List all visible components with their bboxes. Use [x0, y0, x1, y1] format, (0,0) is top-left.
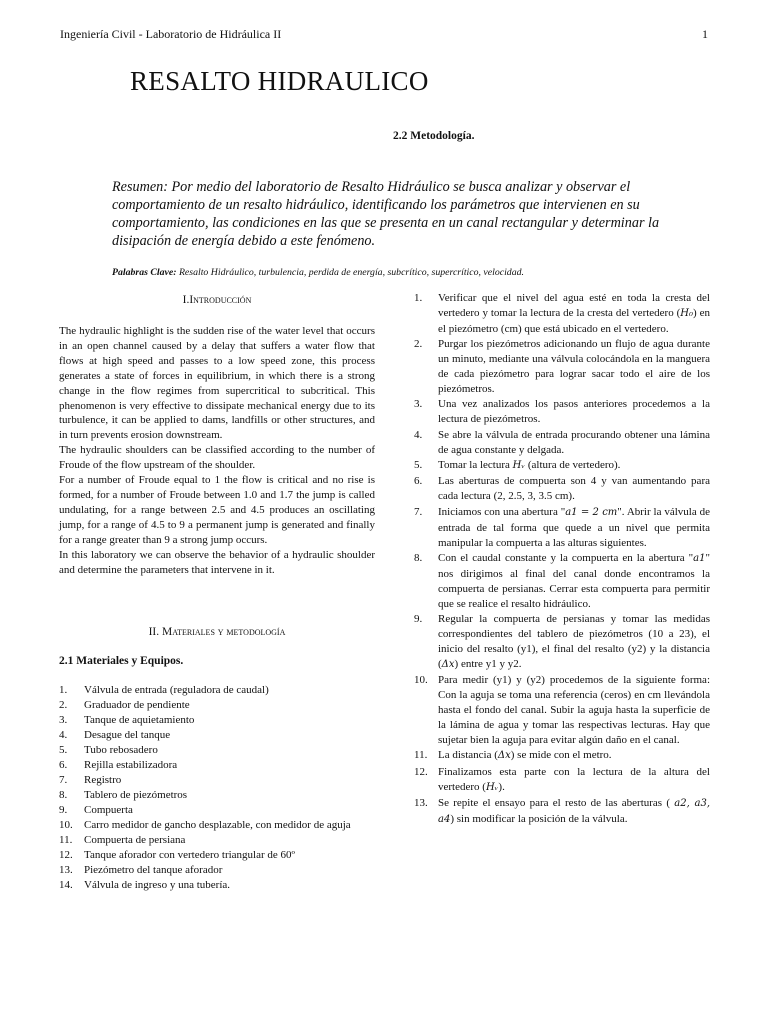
item-text: La distancia (Δx) se mide con el metro.: [438, 749, 612, 762]
methodology-steps: [414, 291, 710, 828]
item-text: Compuerta de persiana: [84, 834, 186, 846]
item-number: 7.: [59, 774, 68, 786]
item-text: Finalizamos esta parte con la lectura de la altura del vertedero (Hᵥ).: [438, 765, 710, 793]
list-item: [414, 337, 710, 397]
math-symbol: a1 = 2 cm: [565, 506, 618, 518]
item-text: Iniciamos con una abertura "a1 = 2 cm". Abrir la válvula de entrada de tal forma que quede a un nivel que permita manipular la compuerta a las alturas siguientes.: [438, 505, 710, 549]
list-item: [414, 458, 710, 474]
math-symbol: Δx: [497, 750, 511, 762]
item-text: Tanque aforador con vertedero triangular de 60º: [84, 849, 295, 861]
list-item: [59, 803, 377, 818]
item-number: 11.: [59, 834, 73, 846]
list-item: [59, 833, 377, 848]
item-text: Purgar los piezómetros adicionando un flujo de agua durante un minuto, mediante una válvula colocándola en la manguera de cada piezómetro para lograr sacar todo el aire de los piezómetros.: [438, 338, 710, 395]
item-text: Piezómetro del tanque aforador: [84, 864, 223, 876]
item-number: 14.: [59, 879, 73, 891]
list-item: [414, 505, 710, 551]
item-number: 2.: [59, 699, 68, 711]
item-number: 2.: [414, 338, 423, 351]
item-text: Tomar la lectura Hᵥ (altura de vertedero).: [438, 458, 621, 471]
page-number: 1: [702, 27, 708, 41]
abstract: Resumen: Por medio del laboratorio de Resalto Hidráulico se busca analizar y observar el comportamiento de un resalto hidráulico, identificando los parámetros que intervienen en su comportamiento, las condiciones en las que se presenta en un canal rectangular y determinar la disipación de energía debido a este fenómeno.: [112, 179, 660, 249]
introduction-body: [59, 324, 375, 577]
item-number: 10.: [59, 819, 73, 831]
item-text: Tubo rebosadero: [84, 744, 158, 756]
item-text: Compuerta: [84, 804, 133, 816]
item-text: Para medir (y1) y (y2) procedemos de la siguiente forma: Con la aguja se toma una referencia (ceros) en cm llevándola hasta el fondo del canal. Subir la aguja hasta la superficie de la lámina de agua y tomar las respectivas lecturas. Hay que sujetar bien la aguja para evitar algún daño en el canal.: [438, 674, 710, 746]
intro-paragraph: In this laboratory we can observe the behavior of a hydraulic shoulder and determine the parameters that intervene in it.: [59, 548, 375, 576]
list-item: [414, 291, 710, 337]
item-number: 4.: [59, 729, 68, 741]
item-number: 6.: [414, 475, 423, 488]
item-text: Válvula de ingreso y una tubería.: [84, 879, 231, 891]
item-text: Se abre la válvula de entrada procurando obtener una lámina de agua constante y delgada.: [438, 428, 710, 456]
item-text: Se repite el ensayo para el resto de las aberturas ( a2, a3, a4) sin modificar la posición de la válvula.: [438, 796, 710, 825]
item-number: 7.: [414, 505, 423, 518]
list-item: [59, 698, 377, 713]
item-text: Rejilla estabilizadora: [84, 759, 178, 771]
list-item: [414, 796, 710, 828]
list-item: [414, 673, 710, 748]
running-header: Ingeniería Civil - Laboratorio de Hidráulica II: [60, 27, 282, 41]
list-item: [59, 773, 377, 788]
item-number: 13.: [414, 796, 428, 809]
list-item: [414, 428, 710, 458]
item-number: 8.: [59, 789, 68, 801]
item-text: Tanque de aquietamiento: [84, 714, 195, 726]
list-item: [59, 848, 377, 863]
item-text: Graduador de pendiente: [84, 699, 190, 711]
item-number: 9.: [414, 613, 423, 626]
list-item: [59, 683, 377, 698]
section-ii-heading: II. Materiales y metodología: [148, 626, 286, 638]
item-text: Desague del tanque: [84, 729, 171, 741]
math-symbol: Hᵥ: [485, 781, 499, 793]
math-symbol: a1: [693, 552, 706, 564]
item-text: Válvula de entrada (reguladora de caudal): [84, 684, 269, 696]
intro-paragraph: The hydraulic shoulders can be classified according to the number of Froude of the flow upstream of the shoulder.: [59, 444, 375, 472]
math-symbol: Hᵥ: [512, 459, 526, 471]
item-text: Una vez analizados los pasos anteriores procedemos a la lectura de piezómetros.: [438, 398, 710, 426]
item-number: 6.: [59, 759, 68, 771]
materials-heading: 2.1 Materiales y Equipos.: [59, 655, 184, 667]
list-item: [59, 818, 377, 833]
item-number: 10.: [414, 674, 428, 687]
item-text: Regular la compuerta de persianas y tomar las medidas correspondientes del tablero de piezómetros (10 a 23), el inicio del resalto (y1), el final del resalto (y2) y la distancia (Δx) entre y1 y y2.: [438, 613, 710, 670]
item-text: Carro medidor de gancho desplazable, con medidor de aguja: [84, 819, 351, 831]
math-symbol: H₀: [680, 307, 694, 319]
item-number: 11.: [414, 749, 428, 762]
intro-paragraph: The hydraulic highlight is the sudden rise of the water level that occurs in an open channel caused by a delay that suffers a water flow that flows at high speed and passes to a low speed zone, this process generates a state of forces in equilibrium, in which there is a strong change in the flow regimes from supercritical to subcritical. This phenomenon is very effective to dissipate mechanical energy due to its turbulence, it can be applied to dams, landfills or other structures, and in turn prevents erosion downstream.: [59, 325, 375, 442]
list-item: [414, 551, 710, 612]
item-text: Registro: [84, 774, 122, 786]
item-number: 1.: [414, 292, 423, 304]
list-item: [414, 765, 710, 796]
item-number: 8.: [414, 551, 423, 564]
methodology-heading: 2.2 Metodología.: [393, 130, 475, 142]
item-text: Las aberturas de compuerta son 4 y van aumentando para cada lectura (2, 2.5, 3, 3.5 cm).: [438, 475, 710, 503]
item-number: 3.: [414, 398, 423, 411]
list-item: [59, 788, 377, 803]
item-text: Verificar que el nivel del agua esté en toda la cresta del vertedero y tomar la lectura de la cresta del vertedero (H₀) en el piezómetro (cm) que está ubicado en el vertedero.: [438, 292, 710, 335]
item-number: 9.: [59, 804, 68, 816]
math-symbol: a2, a3, a4: [438, 797, 710, 825]
keywords-label: Palabras Clave:: [112, 267, 177, 278]
item-text: Con el caudal constante y la compuerta en la abertura "a1" nos dirigimos al final del canal donde encontramos la compuerta de persianas. Cerrar esta compuerta para permitir que se realice el resalto hidráulico.: [438, 551, 710, 610]
list-item: [414, 397, 710, 427]
list-item: [59, 878, 377, 893]
list-item: [59, 743, 377, 758]
intro-paragraph: For a number of Froude equal to 1 the flow is critical and no rise is formed, for a number of Froude between 1.0 and 1.7 the jump is called undulating, for a range between 2.5 and 4.5 produces an oscillating jump, for a range of 4.5 to 9 a permanent jump is generated and finally for a range greater than 9 a strong jump occurs.: [59, 474, 375, 546]
item-number: 12.: [414, 765, 428, 778]
item-text: Tablero de piezómetros: [84, 789, 188, 801]
keywords: [112, 267, 712, 278]
list-item: [59, 758, 377, 773]
item-number: 4.: [414, 428, 423, 441]
list-item: [414, 612, 710, 673]
item-number: 13.: [59, 864, 73, 876]
keywords-text: Resalto Hidráulico, turbulencia, perdida de energía, subcrítico, supercrítico, velocidad.: [176, 267, 524, 278]
item-number: 5.: [414, 458, 423, 471]
item-number: 1.: [59, 684, 68, 696]
materials-list: [59, 683, 377, 893]
item-number: 5.: [59, 744, 68, 756]
introduction-heading: I.Introducción: [182, 294, 252, 306]
list-item: [414, 748, 710, 764]
item-number: 12.: [59, 849, 73, 861]
math-symbol: Δx: [441, 658, 455, 670]
item-number: 3.: [59, 714, 68, 726]
list-item: [59, 863, 377, 878]
list-item: [59, 728, 377, 743]
list-item: [414, 474, 710, 504]
list-item: [59, 713, 377, 728]
document-title: RESALTO HIDRAULICO: [130, 66, 429, 96]
